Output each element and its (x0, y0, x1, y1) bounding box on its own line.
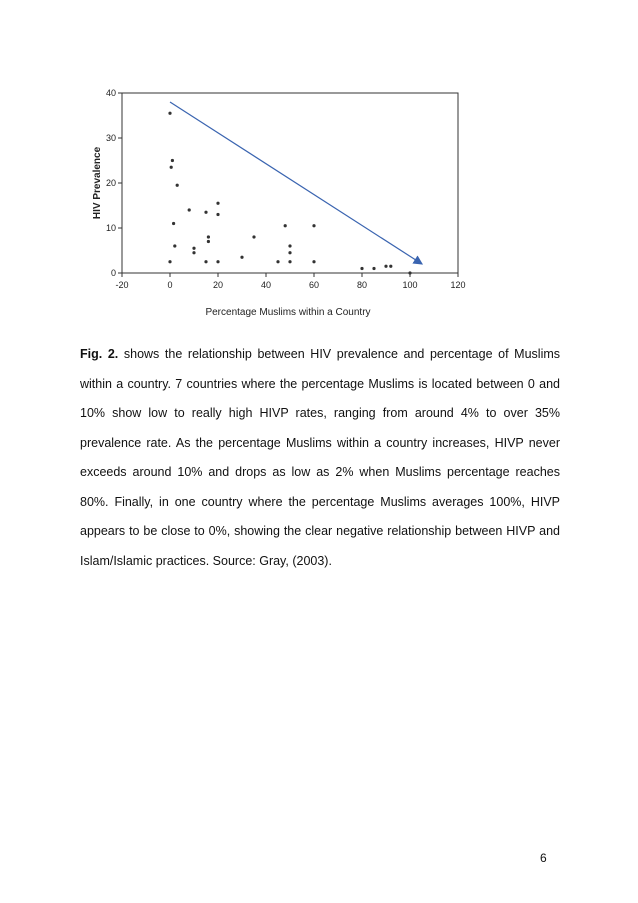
scatter-figure (85, 80, 475, 325)
data-point-30 (408, 271, 411, 274)
data-point-25 (312, 260, 315, 263)
x-tick-label-7: 120 (450, 280, 466, 290)
data-point-19 (276, 260, 279, 263)
x-tick-label-3: 40 (260, 280, 272, 290)
data-point-26 (360, 267, 363, 270)
data-point-9 (192, 251, 195, 254)
data-point-13 (204, 260, 207, 263)
data-point-18 (252, 235, 255, 238)
page-number: 6 (540, 851, 547, 865)
data-point-21 (288, 244, 291, 247)
data-point-2 (170, 166, 173, 169)
data-point-16 (216, 260, 219, 263)
data-point-23 (288, 260, 291, 263)
data-point-29 (389, 265, 392, 268)
x-tick-label-0: -20 (115, 280, 129, 290)
data-point-12 (207, 240, 210, 243)
data-point-0 (168, 112, 171, 115)
y-axis-label: HIV Prevalence (92, 146, 103, 220)
figure-caption (80, 340, 560, 576)
data-point-3 (176, 184, 179, 187)
x-tick-label-5: 80 (356, 280, 368, 290)
x-tick-label-6: 100 (402, 280, 418, 290)
data-point-27 (372, 267, 375, 270)
x-tick-label-1: 0 (167, 280, 173, 290)
data-point-28 (384, 265, 387, 268)
scatter-chart (85, 80, 475, 325)
y-tick-label-1: 10 (105, 223, 116, 233)
x-tick-label-4: 60 (308, 280, 320, 290)
data-point-17 (240, 256, 243, 259)
data-point-10 (204, 211, 207, 214)
data-point-24 (312, 224, 315, 227)
data-point-11 (207, 235, 210, 238)
data-point-22 (288, 251, 291, 254)
data-point-20 (284, 224, 287, 227)
y-tick-label-4: 40 (105, 88, 116, 98)
y-tick-label-3: 30 (105, 133, 116, 143)
data-point-1 (171, 159, 174, 162)
data-point-6 (168, 260, 171, 263)
y-tick-label-2: 20 (105, 178, 116, 188)
x-tick-label-2: 20 (212, 280, 224, 290)
data-point-8 (192, 247, 195, 250)
data-point-14 (216, 202, 219, 205)
trend-arrow (170, 102, 422, 264)
data-point-5 (173, 244, 176, 247)
caption-text: shows the relationship between HIV prevalence and percentage of Muslims within a country. 7 countries where the percentage Muslims is located between 0 and 10% show low to really high HIVP rates, ranging from around 4% to over 35% prevalence rate. As the percentage Muslims within a country increases, HIVP never exceeds around 10% and drops as low as 2% when Muslims percentage reaches 80%. Finally, in one country where the percentage Muslims averages 100%, HIVP appears to be close to 0%, showing the clear negative relationship between HIVP and Islam/Islamic practices. Source: Gray, (2003). (80, 347, 561, 568)
data-point-7 (188, 208, 191, 211)
data-point-4 (172, 222, 175, 225)
caption-label: Fig. 2. (80, 347, 119, 361)
x-axis-label: Percentage Muslims within a Country (205, 307, 371, 318)
y-tick-label-0: 0 (110, 268, 116, 278)
data-point-15 (216, 213, 219, 216)
